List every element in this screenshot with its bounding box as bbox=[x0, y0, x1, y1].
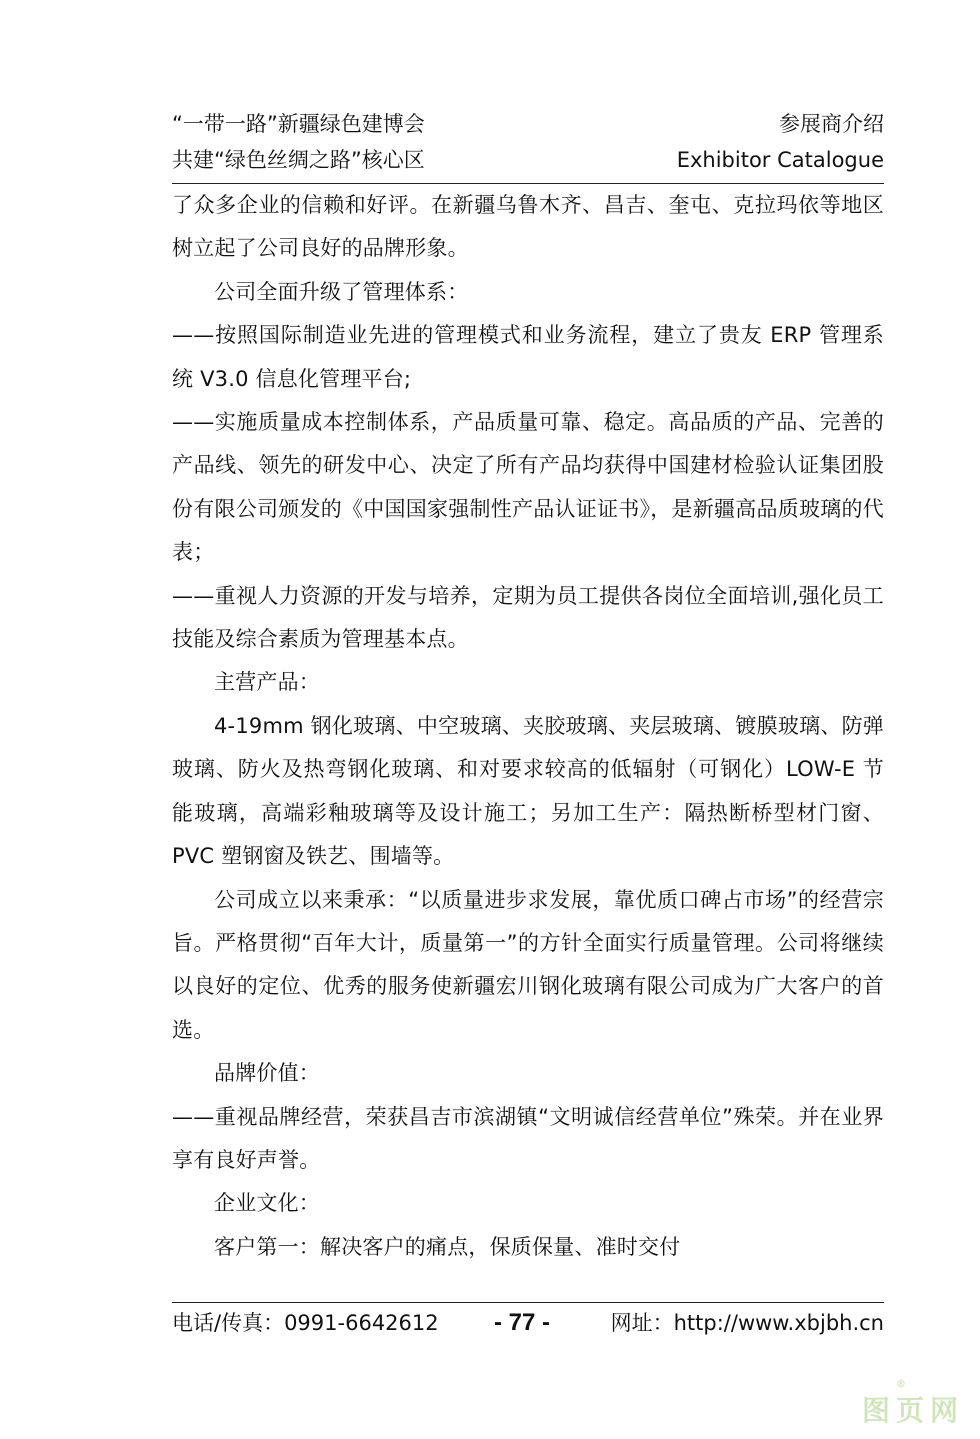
paragraph: ——实施质量成本控制体系，产品质量可靠、稳定。高品质的产品、完善的产品线、领先的研发中心、决定了所有产品均获得中国建材检验认证集团股份有限公司颁发的《中国国家强制性产品认证证书》，是新疆高品质玻璃的代表； bbox=[172, 410, 884, 565]
paragraph: 了众多企业的信赖和好评。在新疆乌鲁木齐、昌吉、奎屯、克拉玛依等地区树立起了公司良好的品牌形象。 bbox=[172, 193, 884, 261]
registered-mark: ® bbox=[896, 1379, 906, 1390]
section-title: 参展商介绍 bbox=[779, 112, 884, 136]
paragraph: 企业文化： bbox=[214, 1191, 320, 1216]
paragraph: 客户第一：解决客户的痛点，保质保量、准时交付 bbox=[214, 1234, 681, 1259]
paragraph: 公司全面升级了管理体系： bbox=[214, 279, 469, 304]
watermark-text: 图页网 bbox=[861, 1394, 964, 1427]
expo-slogan: 共建“绿色丝绸之路”核心区 bbox=[172, 148, 425, 172]
body-text bbox=[172, 184, 884, 1269]
page-footer bbox=[172, 1302, 884, 1346]
section-title-en: Exhibitor Catalogue bbox=[676, 148, 884, 172]
paragraph: ——重视人力资源的开发与培养，定期为员工提供各岗位全面培训,强化员工技能及综合素质为管理基本点。 bbox=[172, 583, 884, 652]
paragraph: ——重视品牌经营，荣获昌吉市滨湖镇“文明诚信经营单位”殊荣。并在业界享有良好声誉。 bbox=[172, 1104, 884, 1172]
website-url: 网址：http://www.xbjbh.cn bbox=[610, 1311, 884, 1335]
paragraph: 公司成立以来秉承：“以质量进步求发展，靠优质口碑占市场”的经营宗旨。严格贯彻“百年大计，质量第一”的方针全面实行质量管理。公司将继续以良好的定位、优秀的服务使新疆宏川钢化玻璃有限公司成为广大客户的首选。 bbox=[172, 887, 884, 1042]
site-watermark bbox=[861, 1379, 964, 1429]
paragraph: 4-19mm 钢化玻璃、中空玻璃、夹胶玻璃、夹层玻璃、镀膜玻璃、防弹玻璃、防火及热弯钢化玻璃、和对要求较高的低辐射（可钢化）LOW-E 节能玻璃，高端彩釉玻璃等及设计施工；另加工生产：隔热断桥型材门窗、PVC 塑钢窗及铁艺、围墙等。 bbox=[172, 713, 884, 869]
page-header bbox=[172, 106, 884, 184]
expo-title: “一带一路”新疆绿色建博会 bbox=[172, 112, 425, 136]
header-row-1 bbox=[172, 106, 884, 142]
contact-phone: 电话/传真：0991-6642612 bbox=[172, 1311, 439, 1335]
header-row-2 bbox=[172, 142, 884, 178]
paragraph: 主营产品： bbox=[214, 670, 320, 695]
paragraph: ——按照国际制造业先进的管理模式和业务流程，建立了贵友 ERP 管理系统 V3.0 信息化管理平台; bbox=[172, 323, 884, 391]
paragraph: 品牌价值： bbox=[214, 1061, 320, 1086]
page-number: - 77 - bbox=[494, 1309, 551, 1336]
